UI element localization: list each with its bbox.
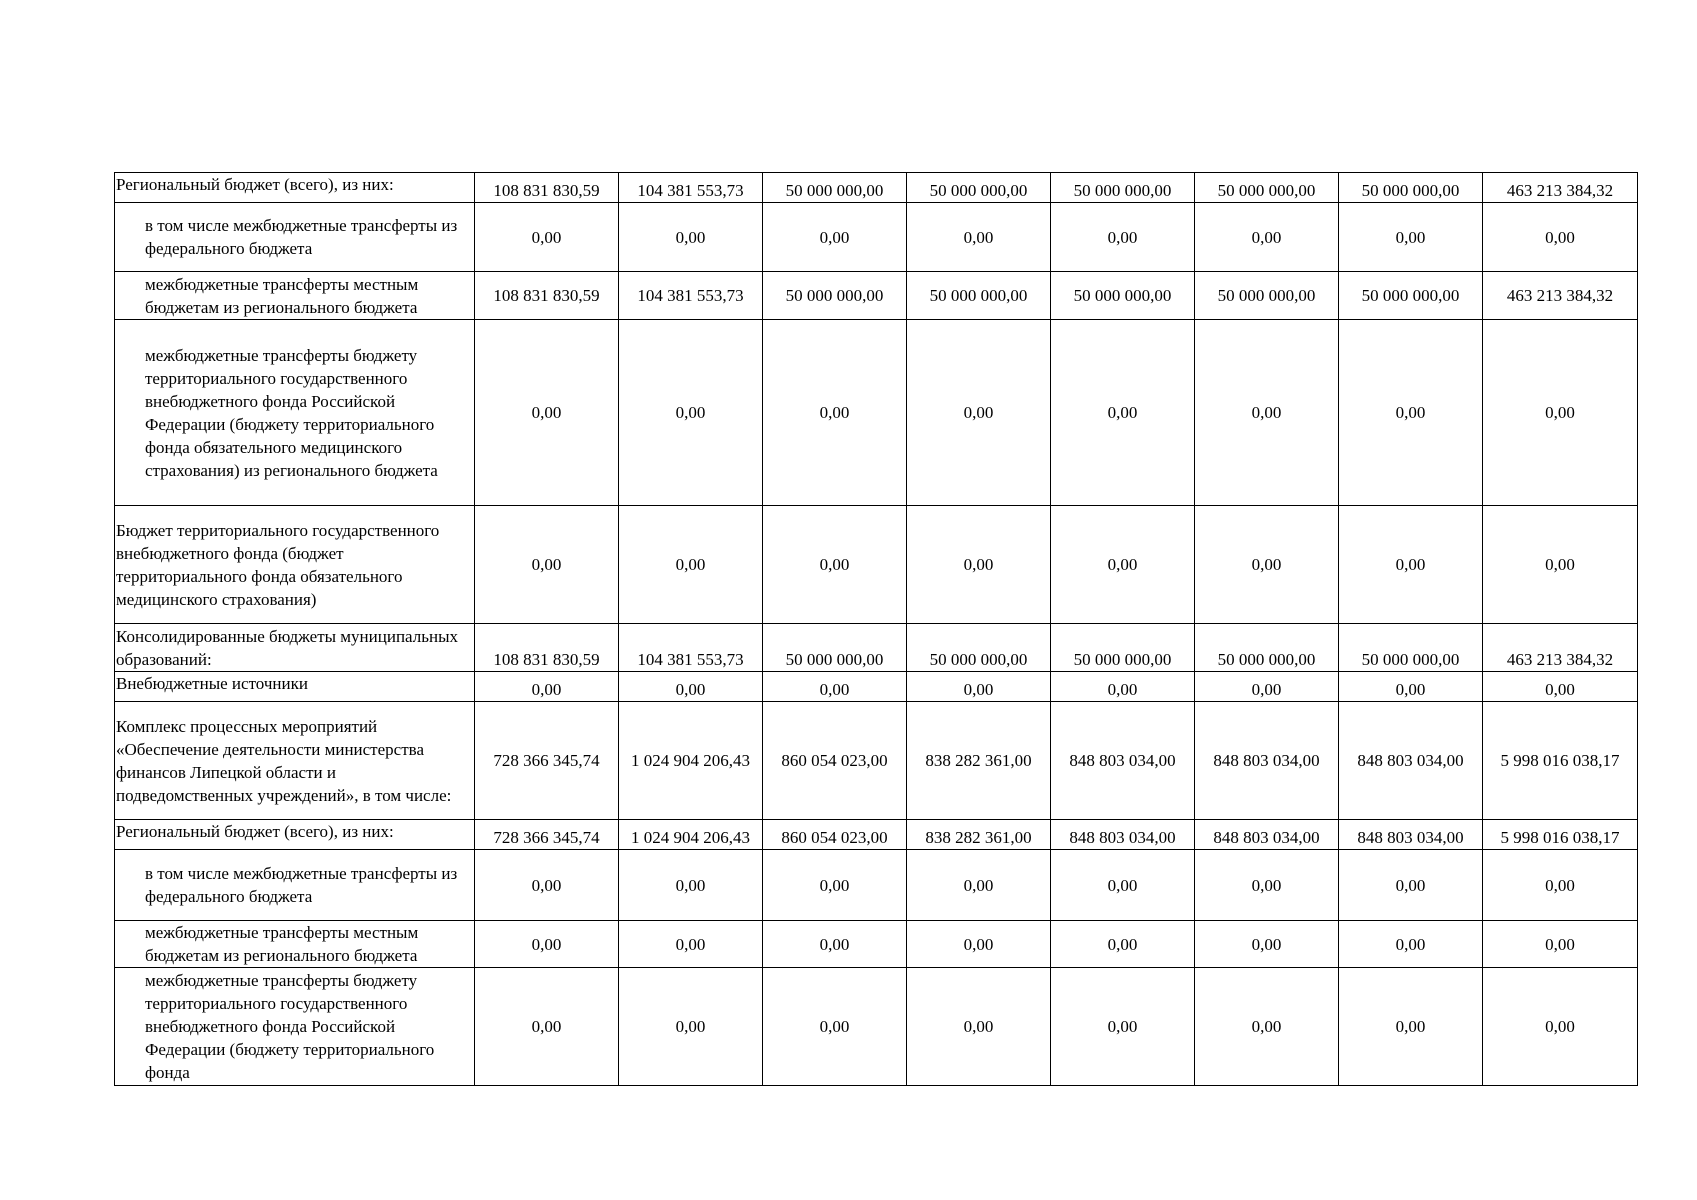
- value-cell: 0,00: [619, 506, 763, 624]
- value-cell: 50 000 000,00: [907, 624, 1051, 672]
- value-cell: 728 366 345,74: [475, 820, 619, 850]
- table-row: [115, 850, 1638, 921]
- value-cell: 0,00: [907, 968, 1051, 1086]
- value-cell: 50 000 000,00: [1339, 624, 1483, 672]
- value-cell: 50 000 000,00: [1195, 173, 1339, 203]
- table-row: [115, 624, 1638, 672]
- value-cell: 0,00: [1483, 320, 1638, 506]
- row-label: межбюджетные трансферты бюджету территориального государственного внебюджетного фонда Российской Федерации (бюджету территориального фонда: [115, 968, 475, 1086]
- value-cell: 0,00: [907, 921, 1051, 968]
- value-cell: 0,00: [1339, 320, 1483, 506]
- table-row: [115, 203, 1638, 272]
- row-label: межбюджетные трансферты бюджету территориального государственного внебюджетного фонда Российской Федерации (бюджету территориального фонда обязательного медицинского страхования) из регионального бюджета: [115, 320, 475, 506]
- table-row: [115, 702, 1638, 820]
- value-cell: 104 381 553,73: [619, 624, 763, 672]
- row-label: Внебюджетные источники: [115, 672, 475, 702]
- table-row: [115, 506, 1638, 624]
- value-cell: 0,00: [1339, 968, 1483, 1086]
- value-cell: 0,00: [1195, 506, 1339, 624]
- value-cell: 0,00: [619, 968, 763, 1086]
- value-cell: 0,00: [763, 203, 907, 272]
- value-cell: 848 803 034,00: [1195, 702, 1339, 820]
- value-cell: 0,00: [475, 968, 619, 1086]
- table-row: [115, 272, 1638, 320]
- value-cell: 0,00: [907, 506, 1051, 624]
- value-cell: 0,00: [1051, 921, 1195, 968]
- value-cell: 0,00: [1483, 968, 1638, 1086]
- value-cell: 0,00: [1483, 506, 1638, 624]
- budget-table: [114, 172, 1638, 1086]
- value-cell: 0,00: [1339, 921, 1483, 968]
- value-cell: 0,00: [907, 203, 1051, 272]
- value-cell: 0,00: [1483, 921, 1638, 968]
- value-cell: 0,00: [1483, 672, 1638, 702]
- table-row: [115, 968, 1638, 1086]
- value-cell: 728 366 345,74: [475, 702, 619, 820]
- value-cell: 1 024 904 206,43: [619, 702, 763, 820]
- value-cell: 50 000 000,00: [1051, 624, 1195, 672]
- value-cell: 0,00: [1051, 968, 1195, 1086]
- value-cell: 0,00: [1483, 850, 1638, 921]
- value-cell: 848 803 034,00: [1051, 820, 1195, 850]
- value-cell: 0,00: [1195, 921, 1339, 968]
- value-cell: 0,00: [1339, 506, 1483, 624]
- row-label: Региональный бюджет (всего), из них:: [115, 173, 475, 203]
- value-cell: 50 000 000,00: [763, 624, 907, 672]
- value-cell: 108 831 830,59: [475, 624, 619, 672]
- value-cell: 1 024 904 206,43: [619, 820, 763, 850]
- value-cell: 0,00: [1195, 320, 1339, 506]
- value-cell: 0,00: [619, 921, 763, 968]
- value-cell: 0,00: [1195, 203, 1339, 272]
- table-row: [115, 173, 1638, 203]
- row-label: в том числе межбюджетные трансферты из федерального бюджета: [115, 203, 475, 272]
- value-cell: 860 054 023,00: [763, 702, 907, 820]
- value-cell: 0,00: [1051, 672, 1195, 702]
- table-row: [115, 921, 1638, 968]
- value-cell: 463 213 384,32: [1483, 624, 1638, 672]
- value-cell: 0,00: [475, 203, 619, 272]
- value-cell: 848 803 034,00: [1339, 702, 1483, 820]
- value-cell: 50 000 000,00: [763, 272, 907, 320]
- value-cell: 0,00: [907, 850, 1051, 921]
- table-row: [115, 820, 1638, 850]
- value-cell: 0,00: [907, 672, 1051, 702]
- value-cell: 0,00: [763, 968, 907, 1086]
- value-cell: 0,00: [475, 506, 619, 624]
- value-cell: 108 831 830,59: [475, 173, 619, 203]
- row-label: в том числе межбюджетные трансферты из федерального бюджета: [115, 850, 475, 921]
- row-label: Бюджет территориального государственного внебюджетного фонда (бюджет территориального фонда обязательного медицинского страхования): [115, 506, 475, 624]
- table-row: [115, 672, 1638, 702]
- row-label: межбюджетные трансферты местным бюджетам из регионального бюджета: [115, 272, 475, 320]
- value-cell: 0,00: [475, 921, 619, 968]
- value-cell: 50 000 000,00: [1051, 173, 1195, 203]
- value-cell: 0,00: [1051, 320, 1195, 506]
- value-cell: 104 381 553,73: [619, 272, 763, 320]
- value-cell: 860 054 023,00: [763, 820, 907, 850]
- row-label: Комплекс процессных мероприятий «Обеспечение деятельности министерства финансов Липецкой области и подведомственных учреждений», в том числе:: [115, 702, 475, 820]
- value-cell: 0,00: [1051, 203, 1195, 272]
- value-cell: 108 831 830,59: [475, 272, 619, 320]
- value-cell: 0,00: [763, 672, 907, 702]
- value-cell: 0,00: [619, 320, 763, 506]
- value-cell: 838 282 361,00: [907, 820, 1051, 850]
- value-cell: 463 213 384,32: [1483, 173, 1638, 203]
- value-cell: 0,00: [1339, 203, 1483, 272]
- value-cell: 848 803 034,00: [1051, 702, 1195, 820]
- value-cell: 0,00: [1195, 968, 1339, 1086]
- value-cell: 848 803 034,00: [1339, 820, 1483, 850]
- value-cell: 0,00: [475, 850, 619, 921]
- table-row: [115, 320, 1638, 506]
- value-cell: 0,00: [619, 203, 763, 272]
- value-cell: 5 998 016 038,17: [1483, 820, 1638, 850]
- value-cell: 0,00: [1051, 506, 1195, 624]
- row-label: Региональный бюджет (всего), из них:: [115, 820, 475, 850]
- row-label: Консолидированные бюджеты муниципальных образований:: [115, 624, 475, 672]
- value-cell: 848 803 034,00: [1195, 820, 1339, 850]
- value-cell: 0,00: [1195, 672, 1339, 702]
- value-cell: 0,00: [763, 850, 907, 921]
- value-cell: 0,00: [475, 672, 619, 702]
- value-cell: 0,00: [763, 921, 907, 968]
- value-cell: 0,00: [907, 320, 1051, 506]
- value-cell: 0,00: [475, 320, 619, 506]
- value-cell: 50 000 000,00: [907, 173, 1051, 203]
- value-cell: 50 000 000,00: [1195, 272, 1339, 320]
- value-cell: 50 000 000,00: [1195, 624, 1339, 672]
- value-cell: 0,00: [1339, 672, 1483, 702]
- value-cell: 0,00: [1051, 850, 1195, 921]
- value-cell: 5 998 016 038,17: [1483, 702, 1638, 820]
- value-cell: 50 000 000,00: [1051, 272, 1195, 320]
- value-cell: 0,00: [1195, 850, 1339, 921]
- value-cell: 50 000 000,00: [907, 272, 1051, 320]
- value-cell: 0,00: [1339, 850, 1483, 921]
- value-cell: 50 000 000,00: [763, 173, 907, 203]
- value-cell: 838 282 361,00: [907, 702, 1051, 820]
- value-cell: 0,00: [619, 850, 763, 921]
- value-cell: 463 213 384,32: [1483, 272, 1638, 320]
- value-cell: 0,00: [763, 320, 907, 506]
- value-cell: 50 000 000,00: [1339, 272, 1483, 320]
- value-cell: 0,00: [619, 672, 763, 702]
- row-label: межбюджетные трансферты местным бюджетам из регионального бюджета: [115, 921, 475, 968]
- value-cell: 104 381 553,73: [619, 173, 763, 203]
- value-cell: 0,00: [1483, 203, 1638, 272]
- value-cell: 0,00: [763, 506, 907, 624]
- value-cell: 50 000 000,00: [1339, 173, 1483, 203]
